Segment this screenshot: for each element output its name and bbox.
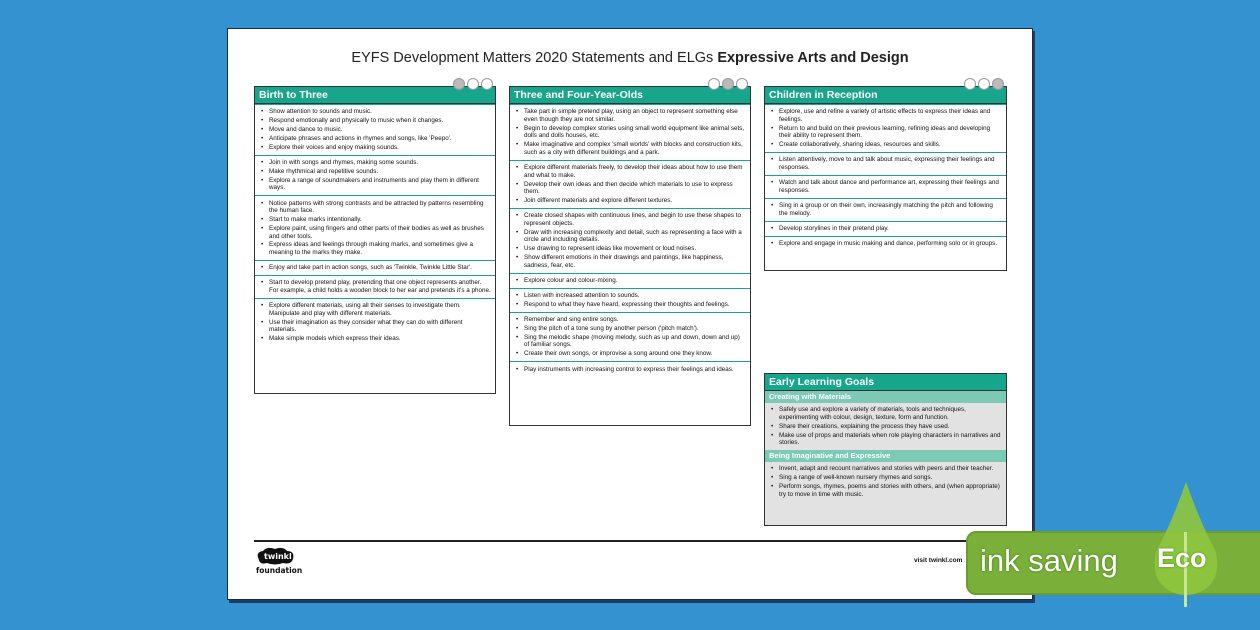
statement: • Explore their voices and enjoy making sounds. — [259, 144, 491, 152]
statement: • Join different materials and explore different textures. — [514, 197, 746, 205]
elg-heading: Early Learning Goals — [765, 374, 1006, 391]
elg-group — [765, 403, 1006, 450]
statement-group — [255, 104, 495, 155]
statement: • Sing the pitch of a tone sung by another person ('pitch match'). — [514, 325, 746, 333]
statement: • Take part in simple pretend play, using an object to represent something else even though they are not similar. — [514, 108, 746, 123]
statement: • Make rhythmical and repetitive sounds. — [259, 168, 491, 176]
statement-group — [765, 175, 1006, 198]
statement-group — [255, 260, 495, 275]
eco-label: Eco — [1157, 543, 1207, 573]
statement: • Listen attentively, move to and talk about music, expressing their feelings and responses. — [769, 156, 1002, 171]
statement: • Develop storylines in their pretend play. — [769, 225, 1002, 233]
statement: • Watch and talk about dance and performance art, expressing their feelings and responses. — [769, 179, 1002, 194]
statement-group — [510, 361, 750, 376]
elg-group — [765, 462, 1006, 502]
statement-group — [765, 221, 1006, 236]
statement: • Explore, use and refine a variety of artistic effects to express their ideas and feelings. — [769, 108, 1002, 123]
statement: • Explore different materials freely, to develop their ideas about how to use them and what to make. — [514, 164, 746, 179]
statement-group — [765, 104, 1006, 152]
statement: • Explore different materials, using all their senses to investigate them. Manipulate and play with different materials. — [259, 302, 491, 317]
column-children-in-reception — [764, 86, 1007, 271]
statement: • Remember and sing entire songs. — [514, 316, 746, 324]
ring-icon — [978, 78, 990, 90]
elg-subheading: Being Imaginative and Expressive — [765, 450, 1006, 462]
ring-icon — [964, 78, 976, 90]
statement-group — [510, 312, 750, 361]
title-regular: EYFS Development Matters 2020 Statements and ELGs — [351, 50, 718, 66]
statement-group — [255, 155, 495, 196]
ring-icon — [992, 78, 1004, 90]
goal: • Make use of props and materials when role playing characters in narratives and stories. — [769, 432, 1002, 447]
statement: • Draw with increasing complexity and detail, such as representing a face with a circle and including details. — [514, 229, 746, 244]
statement: • Make imaginative and complex 'small worlds' with blocks and construction kits, such as a city with different buildings and a park. — [514, 141, 746, 156]
statement: • Start to develop pretend play, pretending that one object represents another. For example, a child holds a wooden block to her ear and pretends it's a phone. — [259, 279, 491, 294]
statement-group — [510, 104, 750, 160]
statement: • Move and dance to music. — [259, 126, 491, 134]
title-bold: Expressive Arts and Design — [717, 50, 909, 66]
statement-group — [510, 208, 750, 273]
column-heading — [765, 87, 1006, 104]
goal: • Invent, adapt and recount narratives and stories with peers and their teacher. — [769, 465, 1002, 473]
statement: • Create their own songs, or improvise a song around one they know. — [514, 350, 746, 358]
statement: • Express ideas and feelings through making marks, and sometimes give a meaning to the marks they make. — [259, 241, 491, 256]
visit-twinkl-link[interactable]: visit twinkl.com — [914, 557, 963, 564]
statement: • Use drawing to represent ideas like movement or loud noises. — [514, 245, 746, 253]
column-heading-text: Three and Four-Year-Olds — [514, 89, 643, 101]
statement: • Anticipate phrases and actions in rhymes and songs, like 'Peepo'. — [259, 135, 491, 143]
statement: • Return to and build on their previous learning, refining ideas and developing their ability to represent them. — [769, 125, 1002, 140]
statement: • Show different emotions in their drawings and paintings, like happiness, sadness, fear, etc. — [514, 254, 746, 269]
ring-icon — [481, 78, 493, 90]
worksheet-page — [227, 28, 1033, 600]
statement: • Develop their own ideas and then decide which materials to use to express them. — [514, 181, 746, 196]
statement-group — [255, 195, 495, 260]
statement: • Respond emotionally and physically to music when it changes. — [259, 117, 491, 125]
footer-divider — [254, 540, 1008, 542]
column-heading — [510, 87, 750, 104]
statement-group — [510, 273, 750, 288]
statement-group — [765, 152, 1006, 175]
statement-group — [255, 275, 495, 298]
statement: • Enjoy and take part in action songs, such as 'Twinkle, Twinkle Little Star'. — [259, 264, 491, 272]
twinkl-foundation-logo — [255, 546, 305, 578]
statement: • Start to make marks intentionally. — [259, 216, 491, 224]
statement: • Create closed shapes with continuous lines, and begin to use these shapes to represent objects. — [514, 212, 746, 227]
ring-icon — [722, 78, 734, 90]
svg-text:foundation: foundation — [256, 566, 303, 575]
statement: • Listen with increased attention to sounds. — [514, 292, 746, 300]
statement: • Use their imagination as they consider what they can do with different materials. — [259, 319, 491, 334]
ink-saving-text: ink saving — [980, 543, 1118, 578]
statement: • Explore a range of soundmakers and instruments and play them in different ways. — [259, 177, 491, 192]
ring-icon — [736, 78, 748, 90]
ring-icon — [708, 78, 720, 90]
elg-subheading: Creating with Materials — [765, 391, 1006, 403]
goal: • Safely use and explore a variety of materials, tools and techniques, experimenting with colour, design, texture, form and function. — [769, 406, 1002, 421]
statement: • Create collaboratively, sharing ideas, resources and skills. — [769, 141, 1002, 149]
statement-group — [765, 198, 1006, 221]
statement-group — [510, 160, 750, 208]
statement: • Sing the melodic shape (moving melody, such as up and down, down and up) of familiar songs. — [514, 334, 746, 349]
statement: • Explore paint, using fingers and other parts of their bodies as well as brushes and other tools. — [259, 225, 491, 240]
svg-text:twinkl: twinkl — [264, 552, 292, 561]
statement: • Explore colour and colour-mixing. — [514, 277, 746, 285]
statement: • Make simple models which express their ideas. — [259, 335, 491, 343]
early-learning-goals-box — [764, 373, 1007, 526]
statement-group — [510, 288, 750, 312]
column-birth-to-three — [254, 86, 496, 394]
ring-icon — [467, 78, 479, 90]
ring-icon — [453, 78, 465, 90]
column-three-four-year-olds — [509, 86, 751, 426]
statement-group — [765, 236, 1006, 251]
statement: • Show attention to sounds and music. — [259, 108, 491, 116]
statement: • Explore and engage in music making and dance, performing solo or in groups. — [769, 240, 1002, 248]
binder-rings — [453, 78, 493, 90]
goal: • Perform songs, rhymes, poems and stories with others, and (when appropriate) try to move in time with music. — [769, 483, 1002, 498]
statement-group — [255, 298, 495, 346]
binder-rings — [964, 78, 1004, 90]
statement: • Join in with songs and rhymes, making some sounds. — [259, 159, 491, 167]
column-heading-text: Children in Reception — [769, 89, 878, 101]
goal: • Sing a range of well-known nursery rhymes and songs. — [769, 474, 1002, 482]
binder-rings — [708, 78, 748, 90]
statement: • Sing in a group or on their own, increasingly matching the pitch and following the melody. — [769, 202, 1002, 217]
page-title — [228, 50, 1032, 66]
statement: • Respond to what they have heard, expressing their thoughts and feelings. — [514, 301, 746, 309]
column-heading-text: Birth to Three — [259, 89, 328, 101]
statement: • Notice patterns with strong contrasts and be attracted by patterns resembling the human face. — [259, 200, 491, 215]
statement: • Play instruments with increasing control to express their feelings and ideas. — [514, 366, 746, 374]
statement: • Begin to develop complex stories using small world equipment like animal sets, dolls and dolls houses, etc. — [514, 125, 746, 140]
goal: • Share their creations, explaining the process they have used. — [769, 423, 1002, 431]
column-heading — [255, 87, 495, 104]
